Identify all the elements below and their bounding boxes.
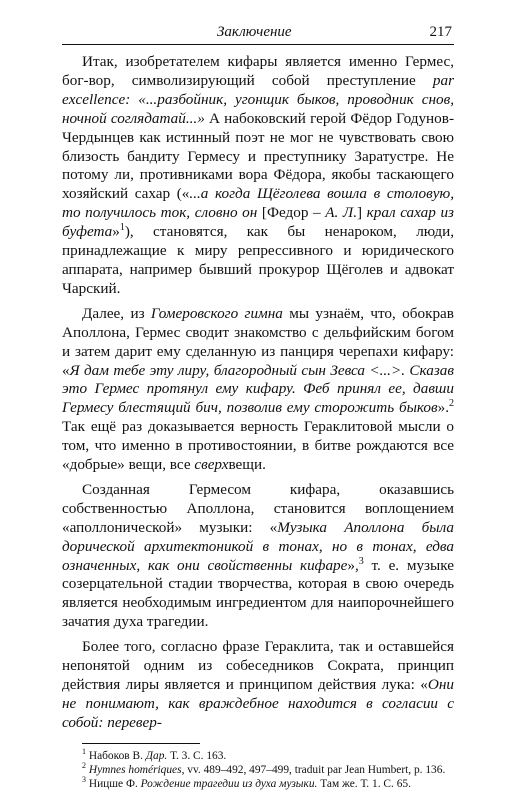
- footnote: [62, 746, 454, 763]
- italic-text: крал сахар из буфета: [62, 204, 454, 241]
- text-run: Так ещё раз доказывается верность Гераклитовой мысли о том, что именно в противостоянии, в битве рождаются все «добрые» вещи, все: [62, 418, 454, 474]
- text-run: Созданная Гермесом кифара, оказавшись собственностью Аполлона, становится воплощением «аполлонической» музыки: «: [62, 480, 454, 536]
- italic-text: Рождение трагедии из духа музыки.: [140, 778, 318, 791]
- text-run: Более того, согласно фразе Гераклита, так и оставшейся непонятой одним из собеседников Сократа, принцип действия лиры является и принципом действия лука: «: [62, 638, 454, 693]
- text-run: Т. 3. С. 163.: [167, 749, 227, 762]
- text-run: т. е. музыке созерцательной стадии творчества, которая в свою очередь является необходимым ингредиентом для наипорочнейшего зачатия духа трагедии.: [62, 556, 454, 631]
- footnote-marker: 3: [358, 555, 364, 567]
- italic-text: Дар.: [145, 749, 168, 762]
- text-run: »: [112, 223, 120, 241]
- text-run: Набоков В.: [86, 749, 146, 762]
- footnote-marker: 2: [449, 398, 454, 410]
- paragraph: [62, 638, 454, 733]
- text-run: ».: [437, 399, 449, 417]
- footnote-marker: 2: [82, 761, 86, 771]
- italic-text: par excellence: «...разбойник, угонщик быков, проводник снов, ночной соглядатай...»: [62, 71, 454, 127]
- footnote-divider: [82, 743, 200, 744]
- text-run: мы узнаём, что, обокрав Аполлона, Гермес сводит знакомство с дельфийским богом и затем дарит ему сделанную из панциря черепахи кифару: «: [62, 304, 454, 379]
- footnote: [62, 777, 454, 791]
- text-run: Там же. Т. 1. С. 65.: [317, 778, 411, 791]
- text-run: Итак, изобретателем кифары является именно Гермес, бог-вор, символизирующий собой преступление: [62, 53, 454, 89]
- text-run: »,: [347, 556, 359, 574]
- footnote-marker: 3: [82, 775, 86, 785]
- main-text: [62, 53, 454, 733]
- footnote-marker: 1: [119, 222, 125, 234]
- text-run: ]: [357, 204, 367, 222]
- footnote-marker: 1: [82, 746, 86, 756]
- book-page: [62, 24, 454, 791]
- text-run: , vv. 489–492, 497–499, traduit par Jean Humbert, p. 136.: [181, 763, 446, 776]
- text-run: А набоковский герой Фёдор Годунов-Чердынцев как истинный поэт не мог не чувствовать свою близость бандиту Гермесу и преступнику Заратустре. Не потому ли, противниками вора Фёдора, якобы таскающего хозяйский сахар («: [62, 109, 454, 203]
- italic-text: сверх: [194, 456, 229, 474]
- text-run: [Федор –: [257, 204, 326, 222]
- italic-text: Гомеровского гимна: [150, 304, 283, 322]
- italic-text: Они не понимают, как враждебное находится в согласии с собой: перевер-: [62, 676, 454, 731]
- text-run: ), становятся, как бы ненароком, люди, принадлежащие к миру репрессивного и юридического аппарата, например бывший прокурор Щёголев и адвокат Чарский.: [62, 223, 454, 297]
- italic-text: Я дам тебе эту лиру, благородный сын Зевса <...>. Сказав это Гермес протянул ему кифару. Феб принял ее, давши Гермесу блестящий бич, позволив ему сторожить быков: [62, 361, 454, 417]
- text-run: Далее, из: [82, 304, 151, 322]
- text-run: вещи.: [228, 456, 266, 474]
- paragraph: [62, 305, 454, 475]
- paragraph: [62, 53, 454, 299]
- italic-text: Hymnes homériques: [88, 763, 182, 776]
- footnotes: [62, 746, 454, 792]
- italic-text: Музыка Аполлона была дорической архитектоникой в тонах, но в тонах, едва означенных, как они свойственны кифаре: [62, 518, 454, 574]
- footnote: [62, 763, 454, 777]
- italic-text: А. Л.: [325, 204, 357, 222]
- chapter-title: Заключение: [217, 24, 292, 40]
- page-number: 217: [429, 24, 452, 40]
- running-header: [62, 24, 454, 45]
- italic-text: ...а когда Щёголева вошла в столовую, то получилось ток, словно он: [62, 185, 454, 222]
- text-run: Ницше Ф.: [86, 778, 141, 791]
- paragraph: [62, 481, 454, 632]
